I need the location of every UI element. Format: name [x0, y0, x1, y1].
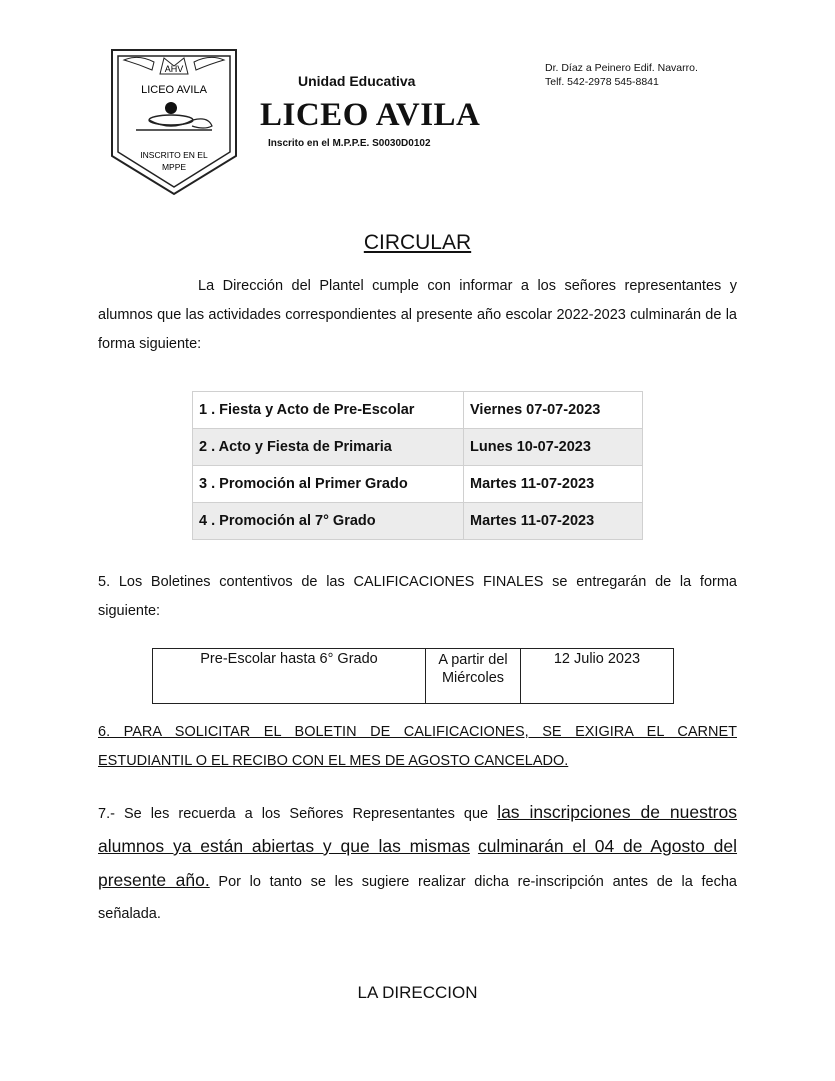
table-row: [193, 503, 643, 540]
event-date: Martes 11-07-2023: [464, 503, 643, 540]
address-line: Dr. Díaz a Peinero Edif. Navarro.: [545, 62, 698, 74]
document-title: CIRCULAR: [363, 231, 472, 254]
report-from: [426, 649, 521, 704]
table-row: [193, 466, 643, 503]
intro-text: La Dirección del Plantel cumple con informar a los señores representantes y alumnos que las actividades correspondientes al presente año escolar 2022-2023 culminarán de la forma siguiente:: [98, 278, 737, 352]
item-7-space: [470, 840, 478, 856]
intro-paragraph: [98, 272, 737, 359]
registration-number: Inscrito en el M.P.P.E. S0030D0102: [268, 138, 431, 149]
item-7-paragraph: [98, 796, 737, 930]
item-7-lead: 7.- Se les recuerda a los Señores Representantes que: [98, 806, 498, 822]
address-block: [545, 61, 698, 89]
item-7-tail: Por lo tanto se les sugiere realizar dicha re-inscripción antes de la fecha señalada.: [98, 874, 737, 922]
table-row: [193, 429, 643, 466]
crest-bottom-line2: MPPE: [161, 162, 187, 172]
event-date: Martes 11-07-2023: [464, 466, 643, 503]
crest-school-text: LICEO AVILA: [141, 84, 207, 96]
report-date: 12 Julio 2023: [521, 649, 674, 704]
crest-bottom-line1: INSCRITO EN EL: [140, 150, 208, 160]
events-table: [192, 391, 643, 540]
item-6-paragraph: 6. PARA SOLICITAR EL BOLETIN DE CALIFICACIONES, SE EXIGIRA EL CARNET ESTUDIANTIL O EL RECIBO CON EL MES DE AGOSTO CANCELADO.: [98, 724, 737, 769]
event-activity: 1 . Fiesta y Acto de Pre-Escolar: [193, 392, 464, 429]
header-subtitle: Unidad Educativa: [298, 73, 416, 89]
report-level: Pre-Escolar hasta 6° Grado: [153, 649, 426, 704]
item-7-highlight-1: las inscripciones de nuestros alumnos ya están abiertas y que las mismas: [98, 802, 737, 856]
item-7-highlight-2: culminarán el 04 de Agosto del presente año.: [98, 836, 738, 890]
report-delivery-table: [152, 648, 674, 704]
signature: LA DIRECCION: [357, 983, 478, 1002]
event-activity: 3 . Promoción al Primer Grado: [193, 466, 464, 503]
event-activity: 2 . Acto y Fiesta de Primaria: [193, 429, 464, 466]
school-name: LICEO AVILA: [260, 97, 481, 133]
table-row: [193, 392, 643, 429]
event-activity: 4 . Promoción al 7° Grado: [193, 503, 464, 540]
report-from-line2: Miércoles: [441, 670, 505, 686]
event-date: Viernes 07-07-2023: [464, 392, 643, 429]
event-date: Lunes 10-07-2023: [464, 429, 643, 466]
table-row: [153, 649, 674, 704]
phone-line: Telf. 542-2978 545-8841: [545, 76, 659, 88]
oil-lamp-icon: [136, 102, 212, 130]
crest-top-text: AHV: [164, 64, 184, 74]
item-5-paragraph: 5. Los Boletines contentivos de las CALIFICACIONES FINALES se entregarán de la forma siguiente:: [98, 574, 737, 619]
school-crest-logo: [108, 46, 240, 198]
report-from-line1: A partir del: [438, 652, 508, 668]
